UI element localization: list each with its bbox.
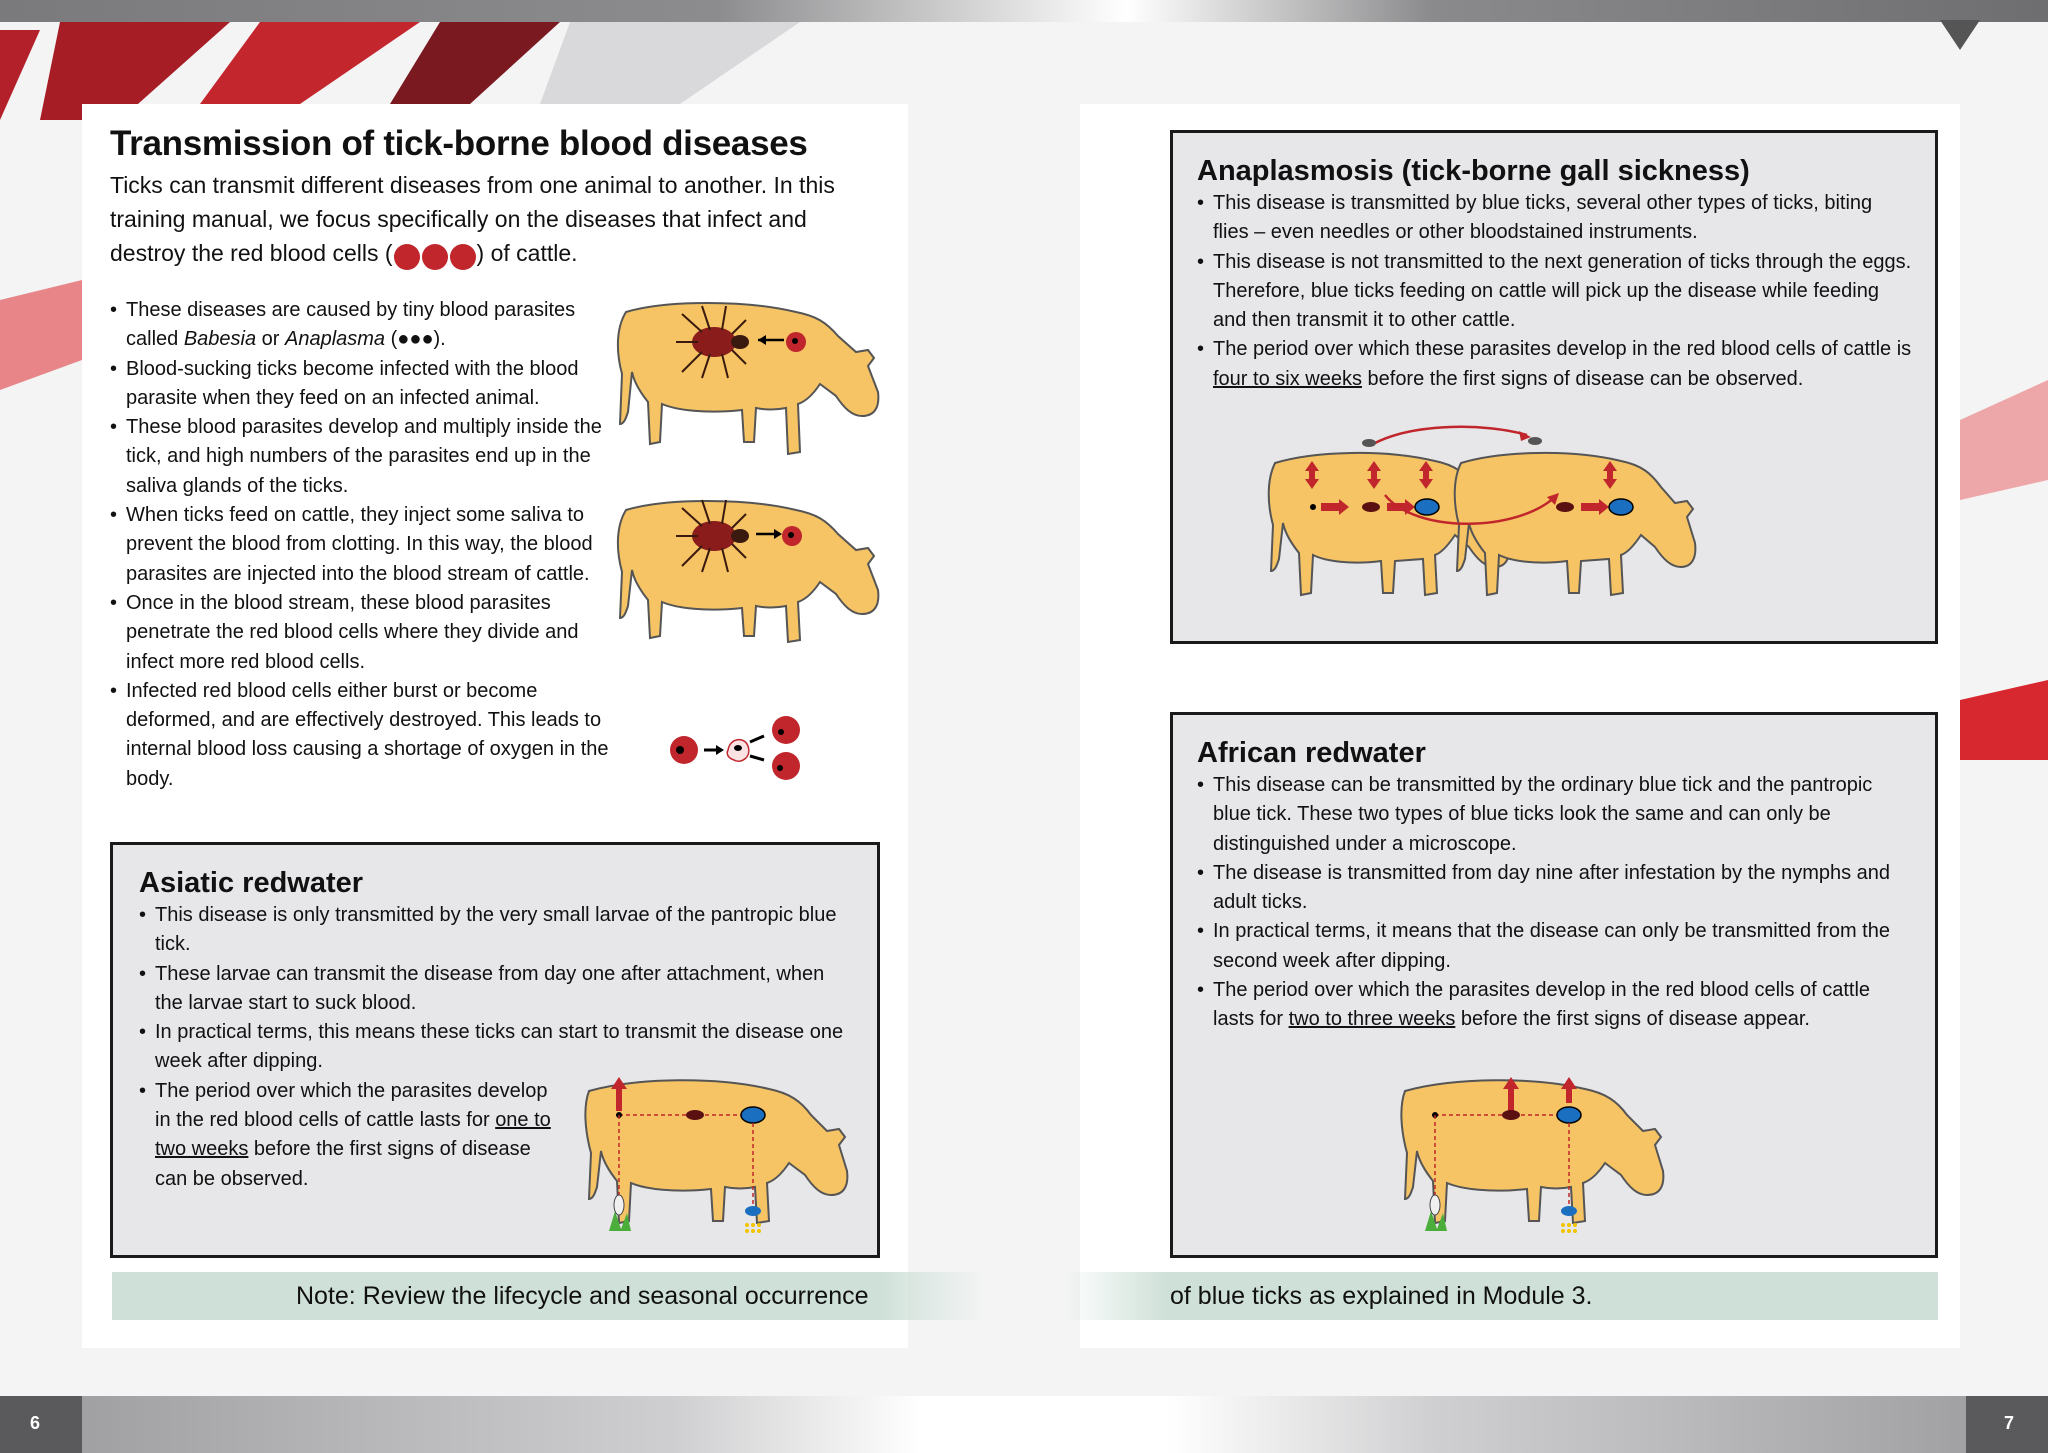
list-item: • This disease is not transmitted to the next generation of ticks through the eggs. Therefore, blue ticks feeding on cattle will pick up the disease while feeding and then transmit it to other cattle. <box>1197 248 1913 336</box>
anaplasmosis-box <box>1170 130 1938 644</box>
list-item: • The period over which the parasites develop in the red blood cells of cattle lasts for two to three weeks before the first signs of disease appear. <box>1197 976 1913 1035</box>
african-cycle-cow-illustration <box>1395 1071 1665 1243</box>
list-item: • In practical terms, it means that the disease can only be transmitted from the second week after dipping. <box>1197 917 1913 976</box>
asiatic-cycle-cow-illustration <box>579 1071 849 1243</box>
cow-tick-injection-illustration <box>606 490 882 650</box>
asiatic-redwater-box <box>110 842 880 1258</box>
transmission-bullet-list <box>110 296 610 794</box>
asiatic-redwater-heading: Asiatic redwater <box>139 867 364 899</box>
anaplasmosis-heading: Anaplasmosis (tick-borne gall sickness) <box>1197 155 1750 187</box>
intro-paragraph: Ticks can transmit different diseases from one animal to another. In this training manual, we focus specifically on the diseases that infect and destroy the red blood cells ( ) of cattle. <box>110 168 850 272</box>
anaplasmosis-bullet-list <box>1197 189 1913 394</box>
list-item: • These blood parasites develop and multiply inside the tick, and high numbers of the parasites end up in the saliva glands of the ticks. <box>110 413 610 501</box>
page-title: Transmission of tick-borne blood diseases <box>110 124 808 163</box>
list-item: • In practical terms, this means these ticks can start to transmit the disease one week after dipping. <box>139 1018 845 1077</box>
list-item: • The period over which these parasites develop in the red blood cells of cattle is four to six weeks before the first signs of disease can be observed. <box>1197 335 1913 394</box>
cow-tick-feeding-illustration <box>606 292 882 462</box>
list-item: • These diseases are caused by tiny blood parasites called Babesia or Anaplasma (●●●). <box>110 296 610 355</box>
fly-icon <box>1362 437 1542 447</box>
list-item: • Infected red blood cells either burst or become deformed, and are effectively destroyed. This leads to internal blood loss causing a shortage of oxygen in the body. <box>110 677 610 794</box>
list-item: • When ticks feed on cattle, they inject some saliva to prevent the blood from clotting. In this way, the blood parasites are injected into the blood stream of cattle. <box>110 501 610 589</box>
list-item: • This disease is transmitted by blue ticks, several other types of ticks, biting flies – even needles or other bloodstained instruments. <box>1197 189 1913 248</box>
page-number-right: 7 <box>2004 1413 2015 1433</box>
page-number-left: 6 <box>30 1413 41 1433</box>
note-banner-right: of blue ticks as explained in Module 3. <box>1062 1272 1938 1320</box>
african-redwater-heading: African redwater <box>1197 737 1426 769</box>
red-cell-burst-illustration <box>664 708 814 788</box>
list-item: • Once in the blood stream, these blood parasites penetrate the red blood cells where they divide and infect more red blood cells. <box>110 589 610 677</box>
list-item: • These larvae can transmit the disease from day one after attachment, when the larvae start to suck blood. <box>139 960 845 1019</box>
list-item: • The period over which the parasites develop in the red blood cells of cattle lasts for one to two weeks before the first signs of disease can be observed. <box>139 1077 565 1194</box>
list-item: • The disease is transmitted from day nine after infestation by the nymphs and adult ticks. <box>1197 859 1913 918</box>
list-item: • This disease is only transmitted by the very small larvae of the pantropic blue tick. <box>139 901 845 960</box>
red-blood-cells-icon <box>393 238 477 272</box>
anaplasmosis-two-cows-illustration <box>1265 423 1705 603</box>
note-banner-left: Note: Review the lifecycle and seasonal occurrence <box>112 1272 986 1320</box>
list-item: • This disease can be transmitted by the ordinary blue tick and the pantropic blue tick. These two types of blue ticks look the same and can only be distinguished under a microscope. <box>1197 771 1913 859</box>
african-bullet-list <box>1197 771 1913 1035</box>
list-item: • Blood-sucking ticks become infected with the blood parasite when they feed on an infected animal. <box>110 355 610 414</box>
african-redwater-box <box>1170 712 1938 1258</box>
